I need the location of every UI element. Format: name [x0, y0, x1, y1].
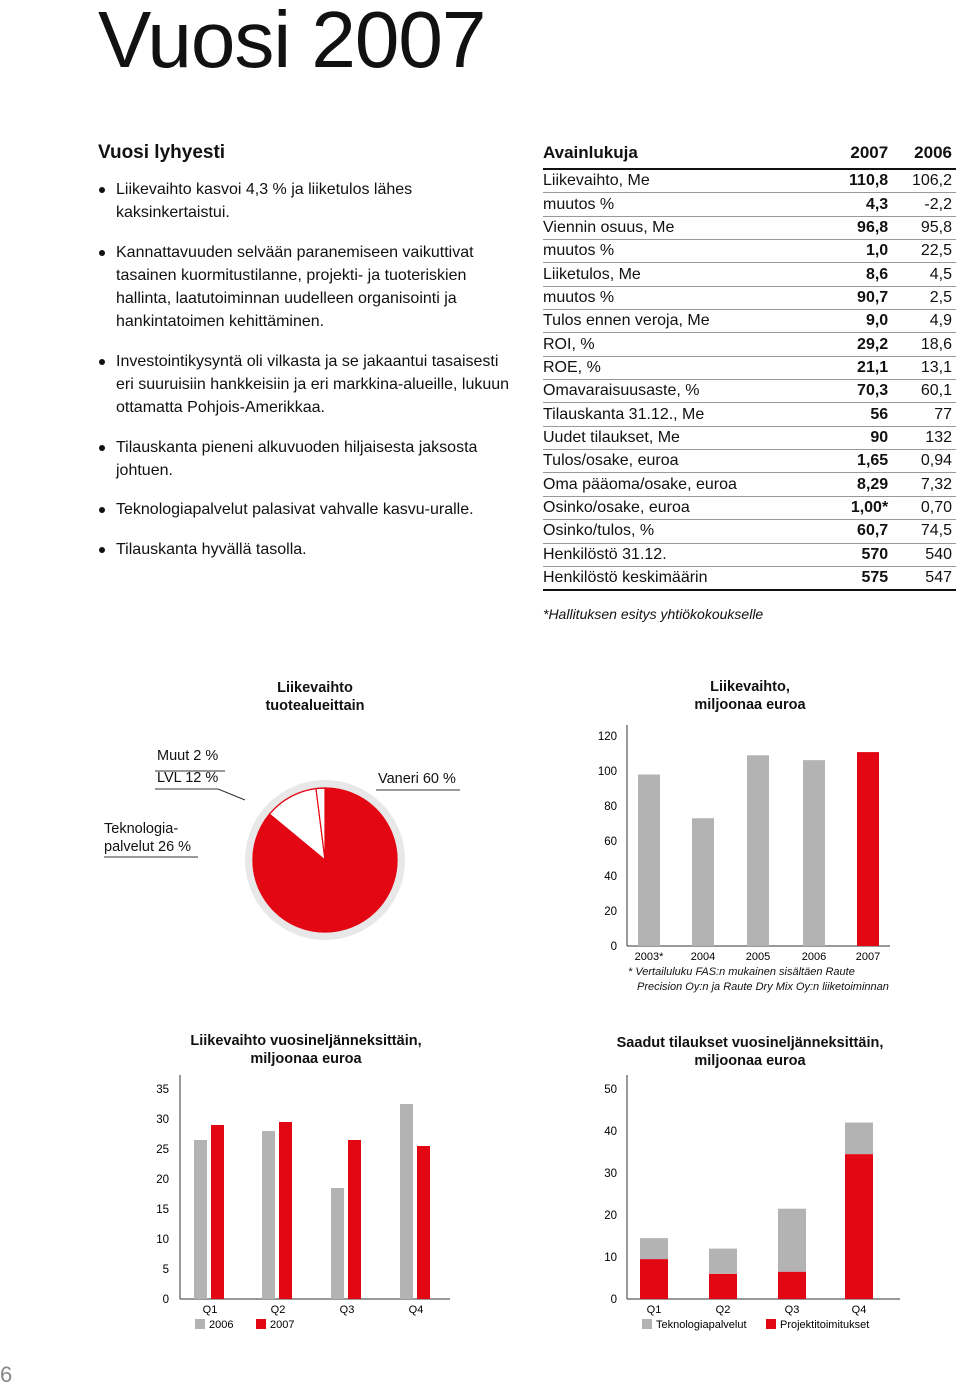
quarterly-title-line: miljoonaa euroa	[250, 1051, 362, 1067]
pie-chart	[0, 720, 480, 980]
value-2006: 132	[892, 426, 956, 449]
row-label: Osinko/osake, euroa	[543, 496, 830, 519]
value-2007: 570	[830, 543, 893, 566]
x-category-label: Q2	[715, 1304, 731, 1316]
y-tick-label: 20	[604, 906, 617, 918]
x-category-label: 2003*	[634, 951, 664, 963]
pie-label-line: palvelut 26 %	[104, 839, 192, 855]
orders-bar-tech	[778, 1209, 806, 1272]
pie-title-line: Liikevaihto	[277, 680, 353, 696]
value-2007: 8,29	[830, 473, 893, 496]
column-2006: 2006	[892, 142, 956, 169]
summary-bullet: Tilauskanta hyvällä tasolla.	[98, 538, 518, 561]
y-tick-label: 80	[604, 801, 617, 813]
value-2006: 540	[892, 543, 956, 566]
orders-bar-projects	[778, 1272, 806, 1299]
key-figures-row	[543, 380, 956, 403]
value-2007: 1,65	[830, 450, 893, 473]
value-2007: 90	[830, 426, 893, 449]
x-category-label: 2005	[745, 951, 771, 963]
y-tick-label: 0	[610, 1294, 617, 1306]
y-tick-label: 35	[156, 1084, 169, 1096]
key-figures-row	[543, 403, 956, 426]
annual-bar	[857, 752, 879, 946]
quarterly-bar-2007	[348, 1140, 361, 1299]
key-figures-row	[543, 263, 956, 286]
orders-bar-tech	[845, 1123, 873, 1155]
row-label: Viennin osuus, Me	[543, 216, 830, 239]
key-figures-row	[543, 240, 956, 263]
value-2006: 95,8	[892, 216, 956, 239]
summary-bullet: Liikevaihto kasvoi 4,3 % ja liiketulos lähes kaksinkertaistui.	[98, 178, 518, 225]
key-figures-row	[543, 216, 956, 239]
row-label: Tulos/osake, euroa	[543, 450, 830, 473]
value-2007: 1,00*	[830, 496, 893, 519]
row-label: Liikevaihto, Me	[543, 169, 830, 193]
x-category-label: 2004	[690, 951, 716, 963]
legend-label: 2007	[270, 1319, 295, 1331]
quarterly-bar-chart	[140, 1075, 460, 1340]
orders-bar-projects	[709, 1274, 737, 1299]
orders-bar-chart	[590, 1075, 910, 1340]
value-2007: 21,1	[830, 356, 893, 379]
row-label: Osinko/tulos, %	[543, 520, 830, 543]
x-category-label: Q4	[851, 1304, 867, 1316]
row-label: Henkilöstö 31.12.	[543, 543, 830, 566]
x-category-label: Q3	[339, 1304, 355, 1316]
page-number: 6	[0, 1362, 13, 1387]
y-tick-label: 25	[156, 1144, 169, 1156]
value-2006: 106,2	[892, 169, 956, 193]
y-tick-label: 60	[604, 836, 617, 848]
quarterly-bar-2006	[331, 1188, 344, 1299]
x-category-label: Q4	[408, 1304, 424, 1316]
key-figures-row	[543, 356, 956, 379]
note-line: Precision Oy:n ja Raute Dry Mix Oy:n liiketoiminnan	[637, 980, 889, 993]
value-2006: 60,1	[892, 380, 956, 403]
orders-title-line: miljoonaa euroa	[694, 1053, 806, 1069]
row-label: Oma pääoma/osake, euroa	[543, 473, 830, 496]
legend-swatch-2006	[195, 1319, 205, 1329]
y-tick-label: 10	[156, 1234, 169, 1246]
annual-title-line: miljoonaa euroa	[694, 697, 806, 713]
value-2006: 13,1	[892, 356, 956, 379]
summary-heading: Vuosi lyhyesti	[98, 142, 226, 163]
key-figures-row	[543, 450, 956, 473]
row-label: muutos %	[543, 286, 830, 309]
orders-bar-tech	[709, 1249, 737, 1274]
summary-bullet: Teknologiapalvelut palasivat vahvalle kasvu-uralle.	[98, 498, 518, 521]
pie-chart-title	[225, 679, 405, 715]
quarterly-bar-2007	[279, 1122, 292, 1299]
value-2006: 4,5	[892, 263, 956, 286]
orders-chart-title	[600, 1034, 900, 1070]
value-2006: -2,2	[892, 193, 956, 216]
page-title: Vuosi 2007	[98, 0, 486, 84]
key-figures-row	[543, 286, 956, 309]
quarterly-chart-title	[176, 1032, 436, 1068]
annual-bar	[692, 818, 714, 946]
key-figures-row	[543, 496, 956, 519]
value-2007: 56	[830, 403, 893, 426]
row-label: Tilauskanta 31.12., Me	[543, 403, 830, 426]
pie-label-vaneri: Vaneri 60 %	[378, 771, 456, 787]
value-2007: 8,6	[830, 263, 893, 286]
value-2007: 29,2	[830, 333, 893, 356]
key-figures-row	[543, 169, 956, 193]
key-figures-row	[543, 566, 956, 590]
key-figures-row	[543, 193, 956, 216]
row-label: Uudet tilaukset, Me	[543, 426, 830, 449]
value-2006: 7,32	[892, 473, 956, 496]
key-figures-row	[543, 543, 956, 566]
summary-bullet: Tilauskanta pieneni alkuvuoden hiljaisesta jaksosta johtuen.	[98, 436, 518, 483]
legend-swatch-2007	[256, 1319, 266, 1329]
value-2006: 547	[892, 566, 956, 590]
annual-bar	[803, 760, 825, 946]
pie-label-line: Teknologia-	[104, 821, 179, 837]
value-2007: 96,8	[830, 216, 893, 239]
summary-bullet: Investointikysyntä oli vilkasta ja se jakaantui tasaisesti eri suuruisiin hankkeisiin ja eri markkina-alueille, lukuun ottamatta Pohjois-Amerikkaa.	[98, 350, 518, 420]
value-2007: 575	[830, 566, 893, 590]
pie-label-lvl: LVL 12 %	[157, 770, 219, 786]
value-2007: 70,3	[830, 380, 893, 403]
legend-swatch-projects	[766, 1319, 776, 1329]
y-tick-label: 30	[156, 1114, 169, 1126]
x-category-label: Q1	[202, 1304, 218, 1316]
legend-label: 2006	[209, 1319, 234, 1331]
value-2006: 2,5	[892, 286, 956, 309]
column-2007: 2007	[830, 142, 893, 169]
value-2007: 1,0	[830, 240, 893, 263]
y-tick-label: 40	[604, 1126, 617, 1138]
value-2007: 9,0	[830, 310, 893, 333]
orders-bar-projects	[640, 1259, 668, 1299]
row-label: Henkilöstö keskimäärin	[543, 566, 830, 590]
pie-label-muut: Muut 2 %	[157, 748, 219, 764]
note-line: * Vertailuluku FAS:n mukainen sisältäen Raute	[628, 966, 855, 978]
key-figures-table	[543, 142, 956, 591]
row-label: Omavaraisuusaste, %	[543, 380, 830, 403]
row-label: ROE, %	[543, 356, 830, 379]
pie-title-line: tuotealueittain	[265, 698, 365, 714]
y-tick-label: 20	[604, 1210, 617, 1222]
annual-chart-note	[628, 965, 928, 994]
leader-line	[218, 789, 245, 800]
legend-swatch-tech	[642, 1319, 652, 1329]
legend-label: Teknologiapalvelut	[656, 1319, 747, 1331]
annual-bar-chart	[590, 725, 900, 965]
value-2007: 60,7	[830, 520, 893, 543]
y-tick-label: 100	[597, 766, 617, 778]
row-label: Liiketulos, Me	[543, 263, 830, 286]
value-2006: 18,6	[892, 333, 956, 356]
x-category-label: 2007	[855, 951, 881, 963]
quarterly-bar-2006	[400, 1104, 413, 1299]
key-figures-row	[543, 310, 956, 333]
value-2007: 4,3	[830, 193, 893, 216]
summary-list	[98, 178, 518, 577]
orders-bar-tech	[640, 1238, 668, 1259]
value-2006: 77	[892, 403, 956, 426]
legend-label: Projektitoimitukset	[780, 1319, 870, 1331]
annual-chart-title	[640, 678, 860, 714]
key-figures-header	[543, 142, 956, 169]
row-label: muutos %	[543, 193, 830, 216]
pie-label-teknologia	[104, 820, 191, 856]
row-label: muutos %	[543, 240, 830, 263]
x-category-label: Q1	[646, 1304, 662, 1316]
value-2006: 4,9	[892, 310, 956, 333]
y-tick-label: 30	[604, 1168, 617, 1180]
y-tick-label: 15	[156, 1204, 169, 1216]
orders-title-line: Saadut tilaukset vuosineljänneksittäin,	[616, 1035, 884, 1051]
y-tick-label: 10	[604, 1252, 617, 1264]
y-tick-label: 0	[162, 1294, 169, 1306]
y-tick-label: 120	[597, 731, 617, 743]
orders-bar-projects	[845, 1154, 873, 1299]
value-2007: 90,7	[830, 286, 893, 309]
key-figures-footnote: *Hallituksen esitys yhtiökokoukselle	[543, 606, 764, 622]
x-category-label: Q3	[784, 1304, 800, 1316]
quarterly-bar-2007	[211, 1125, 224, 1299]
quarterly-bar-2006	[262, 1131, 275, 1299]
key-figures-title: Avainlukuja	[543, 142, 830, 169]
y-tick-label: 20	[156, 1174, 169, 1186]
value-2006: 0,70	[892, 496, 956, 519]
value-2006: 74,5	[892, 520, 956, 543]
summary-bullet: Kannattavuuden selvään paranemiseen vaikuttivat tasainen kuormitustilanne, projekti- ja tuoteriskien hallinta, laatutoiminnan uudelleen organisointi ja hankintatoimen kehittäminen.	[98, 241, 518, 334]
key-figures-row	[543, 473, 956, 496]
quarterly-title-line: Liikevaihto vuosineljänneksittäin,	[190, 1033, 422, 1049]
annual-bar	[638, 775, 660, 947]
y-tick-label: 40	[604, 871, 617, 883]
row-label: Tulos ennen veroja, Me	[543, 310, 830, 333]
x-category-label: Q2	[270, 1304, 286, 1316]
quarterly-bar-2007	[417, 1146, 430, 1299]
y-tick-label: 0	[610, 941, 617, 953]
value-2006: 0,94	[892, 450, 956, 473]
annual-bar	[747, 755, 769, 946]
y-tick-label: 50	[604, 1084, 617, 1096]
key-figures-row	[543, 426, 956, 449]
value-2007: 110,8	[830, 169, 893, 193]
key-figures-row	[543, 333, 956, 356]
key-figures-row	[543, 520, 956, 543]
row-label: ROI, %	[543, 333, 830, 356]
annual-title-line: Liikevaihto,	[710, 679, 790, 695]
quarterly-bar-2006	[194, 1140, 207, 1299]
y-tick-label: 5	[162, 1264, 169, 1276]
x-category-label: 2006	[801, 951, 827, 963]
value-2006: 22,5	[892, 240, 956, 263]
